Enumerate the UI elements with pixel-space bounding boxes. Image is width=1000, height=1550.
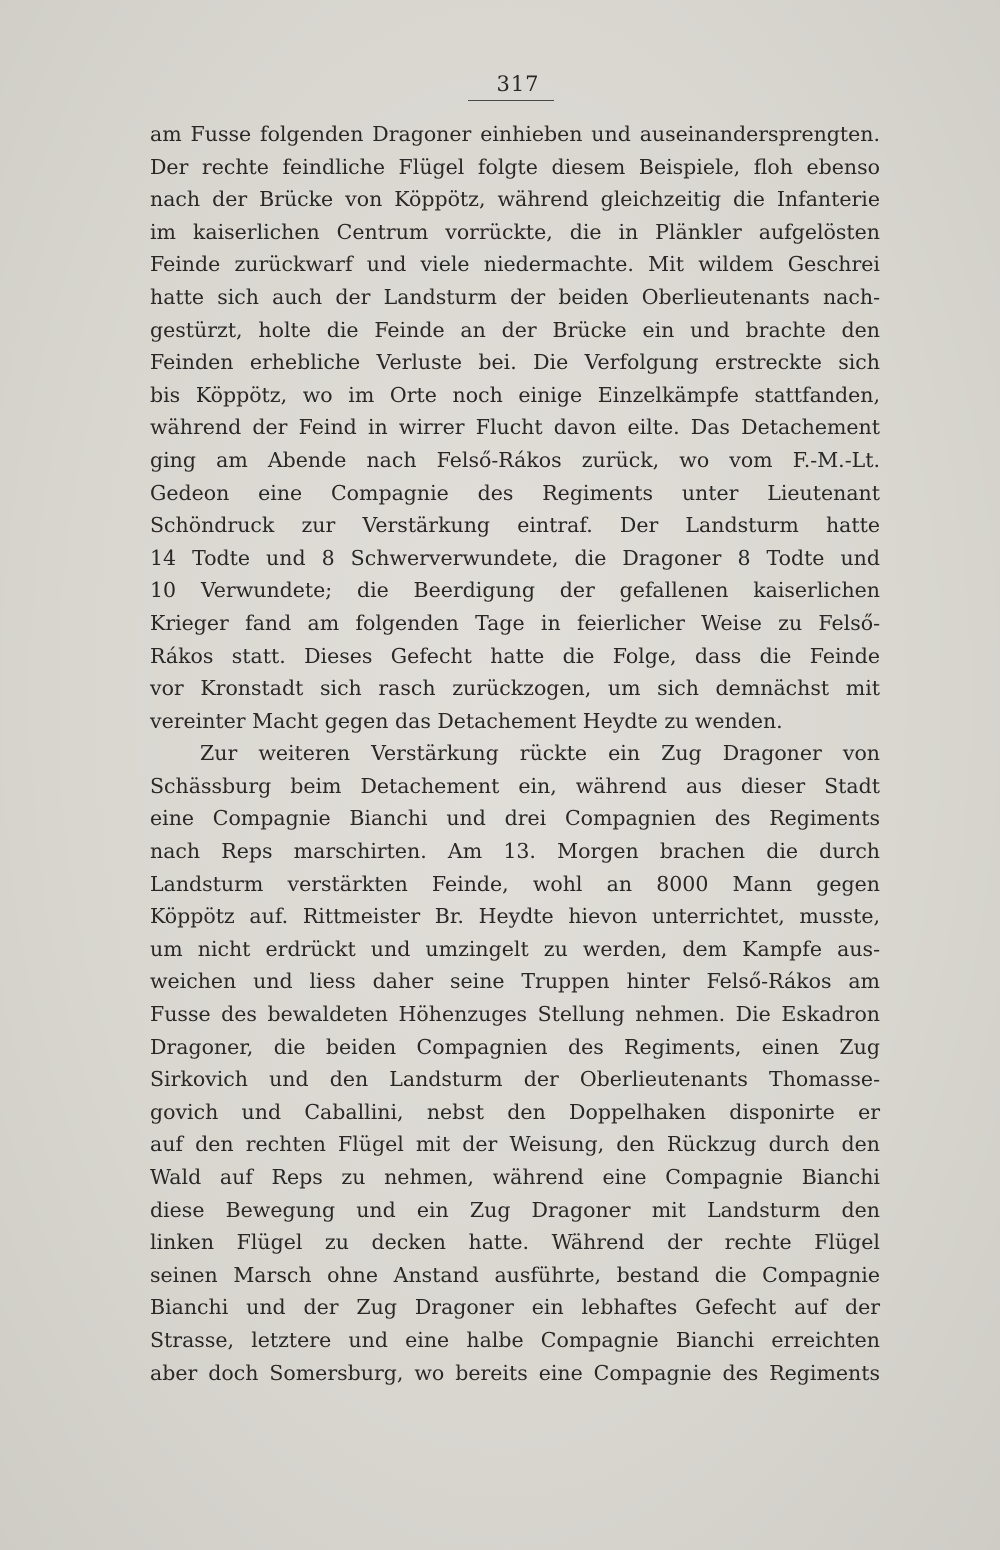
- body-text: [150, 118, 880, 1389]
- text-line: Fusse des bewaldeten Höhenzuges Stellung nehmen. Die Eskadron: [150, 1002, 880, 1027]
- text-line: Landsturm verstärkten Feinde, wohl an 8000 Mann gegen: [150, 871, 880, 896]
- text-line: Krieger fand am folgenden Tage in feierlicher Weise zu Felső-: [150, 610, 880, 635]
- text-line: 14 Todte und 8 Schwerverwundete, die Dragoner 8 Todte und: [150, 545, 880, 570]
- text-line: linken Flügel zu decken hatte. Während der rechte Flügel: [150, 1230, 880, 1255]
- text-line: im kaiserlichen Centrum vorrückte, die in Plänkler aufgelösten: [150, 219, 880, 244]
- text-line: Schässburg beim Detachement ein, während aus dieser Stadt: [150, 773, 880, 798]
- text-line: Dragoner, die beiden Compagnien des Regiments, einen Zug: [150, 1034, 880, 1059]
- text-line: um nicht erdrückt und umzingelt zu werden, dem Kampfe aus-: [150, 936, 880, 961]
- text-line: weichen und liess daher seine Truppen hinter Felső-Rákos am: [150, 969, 880, 994]
- text-line: vereinter Macht gegen das Detachement Heydte zu wenden.: [150, 708, 783, 733]
- text-line: Strasse, letztere und eine halbe Compagnie Bianchi erreichten: [150, 1327, 880, 1352]
- text-line: eine Compagnie Bianchi und drei Compagnien des Regiments: [150, 806, 880, 831]
- text-line: am Fusse folgenden Dragoner einhieben und auseinandersprengten.: [150, 122, 880, 146]
- paragraph-1: [150, 118, 880, 737]
- text-line: govich und Caballini, nebst den Doppelhaken disponirte er: [150, 1099, 880, 1124]
- text-line: 10 Verwundete; die Beerdigung der gefallenen kaiserlichen: [150, 578, 880, 603]
- page-number-rule: [468, 100, 554, 101]
- text-line: bis Köppötz, wo im Orte noch einige Einzelkämpfe stattfanden,: [150, 382, 880, 407]
- paragraph-2: [150, 737, 880, 1389]
- text-line: Feinden erhebliche Verluste bei. Die Verfolgung erstreckte sich: [150, 350, 880, 375]
- text-line: während der Feind in wirrer Flucht davon eilte. Das Detachement: [150, 415, 880, 440]
- text-line: Köppötz auf. Rittmeister Br. Heydte hievon unterrichtet, musste,: [150, 904, 880, 929]
- text-line: gestürzt, holte die Feinde an der Brücke ein und brachte den: [150, 317, 880, 342]
- text-line: Feinde zurückwarf und viele niedermachte. Mit wildem Geschrei: [150, 252, 880, 277]
- text-line: nach Reps marschirten. Am 13. Morgen brachen die durch: [150, 839, 880, 864]
- text-line: Gedeon eine Compagnie des Regiments unter Lieutenant: [150, 480, 880, 505]
- text-line: aber doch Somersburg, wo bereits eine Compagnie des Regiments: [150, 1360, 880, 1385]
- text-line: Der rechte feindliche Flügel folgte diesem Beispiele, floh ebenso: [150, 154, 880, 179]
- text-line: nach der Brücke von Köppötz, während gleichzeitig die Infanterie: [150, 187, 880, 212]
- text-line: seinen Marsch ohne Anstand ausführte, bestand die Compagnie: [150, 1262, 880, 1287]
- text-line: vor Kronstadt sich rasch zurückzogen, um sich demnächst mit: [150, 676, 880, 701]
- text-line: ging am Abende nach Felső-Rákos zurück, wo vom F.-M.-Lt.: [150, 447, 880, 472]
- text-line: Rákos statt. Dieses Gefecht hatte die Folge, dass die Feinde: [150, 643, 880, 668]
- text-line: Sirkovich und den Landsturm der Oberlieutenants Thomasse-: [150, 1067, 880, 1092]
- text-line: diese Bewegung und ein Zug Dragoner mit Landsturm den: [150, 1197, 880, 1222]
- page-number: 317: [496, 72, 540, 96]
- text-line: Bianchi und der Zug Dragoner ein lebhaftes Gefecht auf der: [150, 1295, 880, 1320]
- text-line: Zur weiteren Verstärkung rückte ein Zug Dragoner von: [200, 741, 880, 766]
- text-line: hatte sich auch der Landsturm der beiden Oberlieutenants nach-: [150, 284, 880, 309]
- text-line: Wald auf Reps zu nehmen, während eine Compagnie Bianchi: [150, 1165, 880, 1189]
- text-line: Schöndruck zur Verstärkung eintraf. Der Landsturm hatte: [150, 513, 880, 538]
- text-line: auf den rechten Flügel mit der Weisung, den Rückzug durch den: [150, 1132, 880, 1157]
